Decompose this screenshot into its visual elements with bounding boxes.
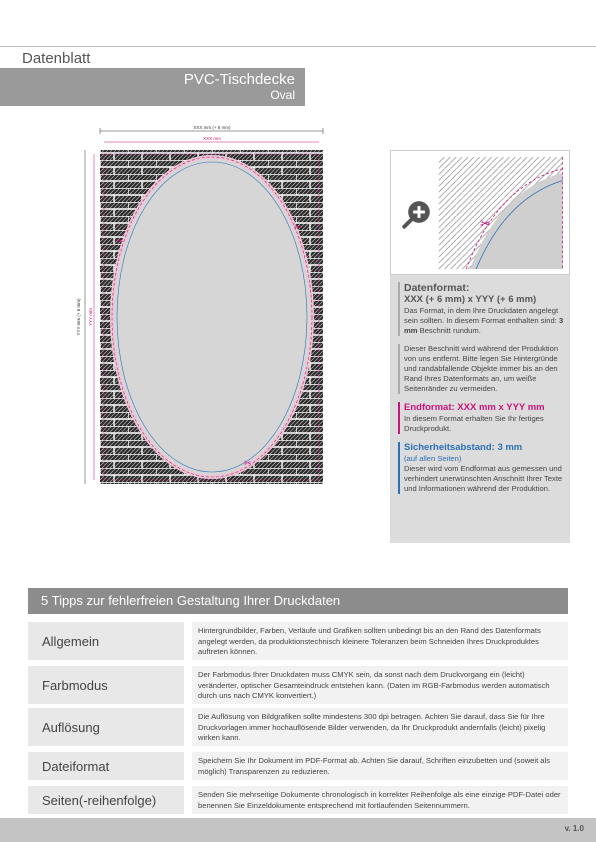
version-label: v. 1.0 bbox=[564, 824, 584, 833]
tip-label: Farbmodus bbox=[28, 666, 184, 704]
oval-template-drawing bbox=[72, 118, 337, 490]
tip-row bbox=[28, 666, 568, 704]
header-title-bar bbox=[0, 68, 305, 106]
scissors-icon: ✂ bbox=[294, 222, 302, 232]
height-outer-label: YYY mm (+ 6 mm) bbox=[76, 298, 81, 336]
sicherheit-title: Sicherheitsabstand: 3 mm bbox=[404, 442, 523, 453]
tip-text: Hintergrundbilder, Farben, Verläufe und Grafiken sollten unbedingt bis an den Rand des Datenformats angelegt werden, da produktionstechnisch kleinere Toleranzen beim Schneiden Ihres Druckproduktes auftreten können. bbox=[192, 622, 568, 660]
datenformat-value: XXX (+ 6 mm) x YYY (+ 6 mm) bbox=[404, 294, 537, 305]
scissors-icon: ✂ bbox=[480, 215, 491, 231]
scissors-icon: ✂ bbox=[116, 236, 124, 246]
datasheet-tab: Datenblatt bbox=[0, 46, 119, 70]
scissors-icon: ✂ bbox=[244, 458, 252, 468]
tip-label: Auflösung bbox=[28, 708, 184, 746]
tip-text: Die Auflösung von Bildgrafiken sollte mindestens 300 dpi betragen. Achten Sie darauf, dass Sie für Ihre Druckvorlagen immer hochauflösende Bilder verwenden, da Ihr Druckprodukt andernfalls (leicht) pixelig wirken kann. bbox=[192, 708, 568, 746]
height-inner-label: YYY mm bbox=[88, 308, 93, 326]
product-title: PVC-Tischdecke bbox=[183, 71, 295, 88]
info-panel bbox=[390, 150, 570, 543]
product-subtitle: Oval bbox=[270, 88, 295, 102]
tip-row bbox=[28, 708, 568, 746]
endformat-text: In diesem Format erhalten Sie Ihr fertiges Druckprodukt. bbox=[404, 414, 544, 433]
oval-shape bbox=[112, 157, 312, 477]
tips-heading: 5 Tipps zur fehlerfreien Gestaltung Ihrer Druckdaten bbox=[28, 588, 568, 614]
endformat-title: Endformat: XXX mm x YYY mm bbox=[404, 402, 545, 413]
sicherheit-text: Dieser wird vom Endformat aus gemessen und verhindert unerwünschten Anschnitt Ihrer Texte und Informationen während der Produktion. bbox=[404, 464, 563, 493]
tip-text: Speichern Sie Ihr Dokument im PDF-Format ab. Achten Sie darauf, Schriften einzubetten und (soweit als möglich) Transparenzen zu reduzieren. bbox=[192, 752, 568, 780]
footer-bar bbox=[0, 818, 596, 842]
tip-row bbox=[28, 752, 568, 780]
detail-zoom-image bbox=[390, 150, 570, 275]
datenformat-title: Datenformat: bbox=[404, 282, 470, 294]
tip-text: Senden Sie mehrseitige Dokumente chronologisch in korrekter Reihenfolge als eine einzige PDF-Datei oder benennen Sie Einzeldokumente entsprechend mit fortlaufenden Seitennummern. bbox=[192, 786, 568, 814]
datenformat-text: Das Format, in dem Ihre Druckdaten angelegt sein sollten. In diesem Format enthalten sind: 3 mm Beschnitt rundum. bbox=[404, 306, 564, 335]
tip-text: Der Farbmodus Ihrer Druckdaten muss CMYK sein, da sonst nach dem Druckvorgang ein (leicht) veränderter, optischer Gesamteindruck entstehen kann. (Daten im RGB-Farbmodus werden automatisch durch uns nach CMYK konvertiert.) bbox=[192, 666, 568, 704]
tip-label: Dateiformat bbox=[28, 752, 184, 780]
width-outer-label: XXX mm (+ 6 mm) bbox=[193, 125, 231, 130]
tip-label: Seiten(-reihenfolge) bbox=[28, 786, 184, 814]
tip-label: Allgemein bbox=[28, 622, 184, 660]
beschnitt-text: Dieser Beschnitt wird während der Produktion von uns entfernt. Bitte legen Sie Hintergründe und randabfallende Objekte immer bis an den Rand Ihres Datenformats an, um weiße Seitenränder zu vermeiden. bbox=[404, 344, 559, 393]
tip-row bbox=[28, 622, 568, 660]
width-inner-label: XXX mm bbox=[203, 136, 221, 141]
tip-row bbox=[28, 786, 568, 814]
sicherheit-sub: (auf allen Seiten) bbox=[404, 454, 462, 463]
